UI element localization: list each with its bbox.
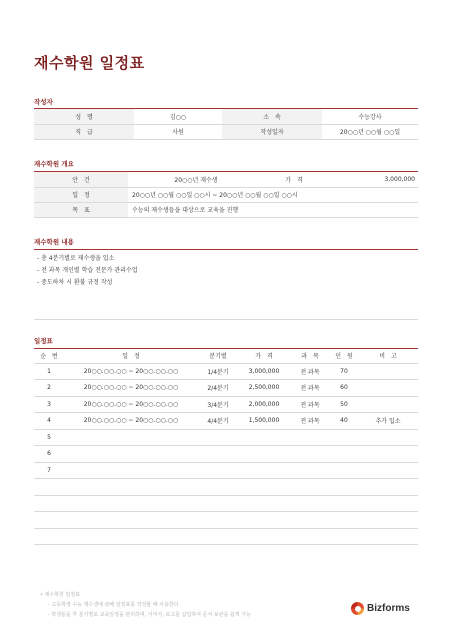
table-row — [34, 479, 418, 496]
row-headcount-cell — [330, 429, 358, 446]
row-period-cell — [64, 462, 198, 479]
row-number-cell — [34, 512, 64, 529]
table-row — [34, 187, 418, 202]
table-row — [34, 124, 418, 139]
table-row — [34, 446, 418, 463]
row-headcount-cell: 60 — [330, 380, 358, 397]
row-number-cell: 1 — [34, 363, 64, 380]
agenda-value: 20○○년 재수생 — [128, 172, 264, 187]
row-price-cell — [238, 429, 290, 446]
row-number-cell — [34, 495, 64, 512]
row-remark-cell — [358, 479, 418, 496]
row-price-cell: 1,500,000 — [238, 413, 290, 430]
footer-heading: • 재수학원 일정표 — [40, 592, 80, 598]
row-period-cell — [64, 429, 198, 446]
table-row — [34, 396, 418, 413]
row-number-cell: 6 — [34, 446, 64, 463]
row-subject-cell: 전 과목 — [290, 396, 330, 413]
row-number-cell: 2 — [34, 380, 64, 397]
row-number-cell — [34, 528, 64, 545]
row-period-cell: 20○○.○○.○○ ~ 20○○.○○.○○ — [64, 396, 198, 413]
schedule-value: 20○○년 ○○월 ○○일 ○○시 ~ 20○○년 ○○월 ○○일 ○○시 — [128, 187, 418, 202]
column-header: 인 원 — [330, 349, 358, 363]
price-label: 가 격 — [264, 172, 324, 187]
overview-table — [34, 172, 418, 218]
row-headcount-cell: 70 — [330, 363, 358, 380]
row-price-cell: 2,500,000 — [238, 380, 290, 397]
name-value: 김○○ — [134, 109, 222, 124]
content-line: - 전 과목 개인별 학습 전문가 관리수업 — [37, 267, 138, 274]
affiliation-value: 수능강사 — [322, 109, 418, 124]
table-row — [34, 380, 418, 397]
row-quarter-cell — [198, 479, 238, 496]
content-line: - 중도하차 시 환불 규정 작성 — [37, 279, 113, 286]
row-quarter-cell — [198, 495, 238, 512]
column-header: 과 목 — [290, 349, 330, 363]
row-subject-cell: 전 과목 — [290, 380, 330, 397]
column-header: 비 고 — [358, 349, 418, 363]
row-subject-cell — [290, 446, 330, 463]
row-number-cell — [34, 479, 64, 496]
date-label: 작성일자 — [222, 124, 322, 139]
content-section-label: 재수학원 내용 — [34, 238, 74, 246]
row-headcount-cell — [330, 528, 358, 545]
row-price-cell: 3,000,000 — [238, 363, 290, 380]
row-subject-cell: 전 과목 — [290, 363, 330, 380]
row-remark-cell — [358, 446, 418, 463]
schedule-table — [34, 349, 418, 545]
overview-section-label: 재수학원 개요 — [34, 160, 74, 168]
row-remark-cell: 추가 입소 — [358, 413, 418, 430]
row-remark-cell — [358, 396, 418, 413]
table-row — [34, 363, 418, 380]
affiliation-label: 소 속 — [222, 109, 322, 124]
row-quarter-cell: 4/4분기 — [198, 413, 238, 430]
row-quarter-cell — [198, 446, 238, 463]
row-subject-cell — [290, 495, 330, 512]
schedule-body — [34, 363, 418, 545]
row-period-cell: 20○○.○○.○○ ~ 20○○.○○.○○ — [64, 380, 198, 397]
row-remark-cell — [358, 528, 418, 545]
name-label: 성 명 — [34, 109, 134, 124]
rank-value: 사원 — [134, 124, 222, 139]
page-title: 재수학원 일정표 — [34, 54, 145, 72]
schedule-label: 일 정 — [34, 187, 128, 202]
row-price-cell — [238, 479, 290, 496]
row-subject-cell — [290, 512, 330, 529]
row-subject-cell — [290, 462, 330, 479]
row-number-cell: 7 — [34, 462, 64, 479]
row-period-cell: 20○○.○○.○○ ~ 20○○.○○.○○ — [64, 413, 198, 430]
row-number-cell: 3 — [34, 396, 64, 413]
row-subject-cell: 전 과목 — [290, 413, 330, 430]
row-quarter-cell: 1/4분기 — [198, 363, 238, 380]
date-value: 20○○년 ○○월 ○○일 — [322, 124, 418, 139]
goal-value: 수능의 재수생들을 대상으로 교육을 진행 — [128, 202, 418, 217]
row-number-cell: 5 — [34, 429, 64, 446]
column-header: 순 번 — [34, 349, 64, 363]
row-price-cell — [238, 528, 290, 545]
table-row — [34, 512, 418, 529]
footer-line: - 고등학생 수능 재수생에 관해 일정표를 작성할 때 사용한다. — [48, 602, 181, 608]
footer-notes — [40, 590, 251, 620]
row-subject-cell — [290, 429, 330, 446]
row-headcount-cell — [330, 512, 358, 529]
row-period-cell — [64, 495, 198, 512]
bizforms-logo-icon — [351, 602, 364, 615]
row-headcount-cell — [330, 495, 358, 512]
row-price-cell — [238, 495, 290, 512]
table-row — [34, 413, 418, 430]
footer-line: - 학생들을 각 분기별로 교육일정을 관리하며, 이미지, 로고를 삽입하여 문서 보관을 쉽게 가능 — [48, 612, 251, 618]
row-headcount-cell: 50 — [330, 396, 358, 413]
row-price-cell — [238, 512, 290, 529]
table-row — [34, 528, 418, 545]
table-row — [34, 495, 418, 512]
row-quarter-cell — [198, 512, 238, 529]
row-remark-cell — [358, 495, 418, 512]
row-price-cell — [238, 446, 290, 463]
row-quarter-cell: 2/4분기 — [198, 380, 238, 397]
row-headcount-cell: 40 — [330, 413, 358, 430]
row-period-cell — [64, 528, 198, 545]
row-period-cell — [64, 479, 198, 496]
table-row — [34, 202, 418, 217]
table-row — [34, 429, 418, 446]
row-subject-cell — [290, 528, 330, 545]
row-quarter-cell — [198, 462, 238, 479]
row-period-cell — [64, 512, 198, 529]
logo-text: Bizforms — [367, 603, 410, 614]
table-row — [34, 109, 418, 124]
table-row — [34, 172, 418, 187]
row-headcount-cell — [330, 479, 358, 496]
column-header: 분기별 — [198, 349, 238, 363]
row-headcount-cell — [330, 462, 358, 479]
content-section-rule — [34, 249, 418, 250]
row-price-cell — [238, 462, 290, 479]
row-period-cell — [64, 446, 198, 463]
row-remark-cell — [358, 429, 418, 446]
column-header: 가 격 — [238, 349, 290, 363]
row-remark-cell — [358, 462, 418, 479]
row-period-cell: 20○○.○○.○○ ~ 20○○.○○.○○ — [64, 363, 198, 380]
content-line: - 총 4분기별로 재수생을 입소 — [37, 255, 115, 262]
bizforms-logo — [351, 602, 410, 615]
row-quarter-cell — [198, 429, 238, 446]
schedule-header-row — [34, 349, 418, 363]
row-remark-cell — [358, 363, 418, 380]
row-subject-cell — [290, 479, 330, 496]
price-value: 3,000,000 — [324, 172, 418, 187]
schedule-section-label: 일정표 — [34, 337, 53, 345]
author-section-label: 작성자 — [34, 98, 53, 106]
rank-label: 직 급 — [34, 124, 134, 139]
row-headcount-cell — [330, 446, 358, 463]
row-remark-cell — [358, 380, 418, 397]
row-quarter-cell: 3/4분기 — [198, 396, 238, 413]
goal-label: 목 표 — [34, 202, 128, 217]
row-quarter-cell — [198, 528, 238, 545]
row-price-cell: 2,000,000 — [238, 396, 290, 413]
row-remark-cell — [358, 512, 418, 529]
content-notes — [34, 251, 418, 320]
table-row — [34, 462, 418, 479]
row-number-cell: 4 — [34, 413, 64, 430]
column-header: 일 정 — [64, 349, 198, 363]
author-table — [34, 109, 418, 140]
agenda-label: 안 건 — [34, 172, 128, 187]
